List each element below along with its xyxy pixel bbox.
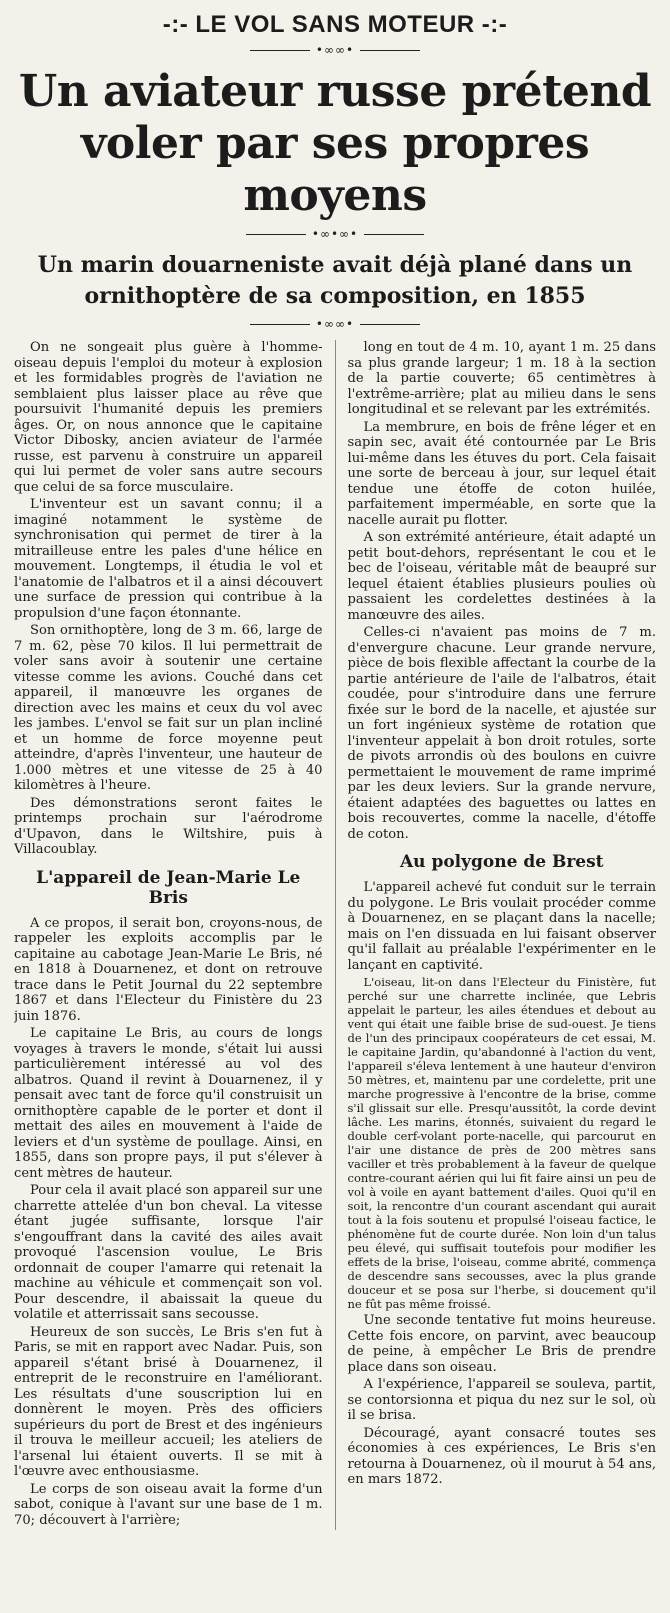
section-heading: L'appareil de Jean-Marie Le Bris: [36, 867, 301, 908]
article-paragraph: A ce propos, il serait bon, croyons-nous, de rappeler les exploits accomplis par le capitaine au cabotage Jean-Marie Le Bris, né en 1818 à Douarnenez, et dont on retrouve trace dans le Petit Journal du 22 septembre 1867 et dans l'Electeur du Finistère du 23 juin 1876.: [14, 915, 323, 1024]
section-heading: Au polygone de Brest: [399, 852, 604, 872]
article-paragraph: La membrure, en bois de frêne léger et en sapin sec, avait été contournée par Le Bris lui-même dans les étuves du port. Cela faisait une sorte de berceau à jour, sur lequel était tendue une étoffe de coton huilée, parfaitement imperméable, en sorte que la nacelle aurait pu flotter.: [347, 419, 657, 528]
ornament-divider: •∞∞•: [14, 316, 656, 332]
article-paragraph: A son extrémité antérieure, était adapté un petit bout-dehors, représentant le cou et le bec de l'oiseau, véritable mât de beaupré sur lequel étaient établies plusieurs poulies où passaient les cordelettes destinées à la manœuvre des ailes.: [347, 530, 657, 623]
section-kicker: -:- LE VOL SANS MOTEUR -:-: [162, 11, 508, 38]
article-paragraph: Découragé, ayant consacré toutes ses économies à ces expériences, Le Bris s'en retourna à Douarnenez, où il mourut à 54 ans, en mars 1872.: [347, 1425, 657, 1487]
article-paragraph: L'inventeur est un savant connu; il a imaginé notamment le système de synchronisation qui permet de tirer à la mitrailleuse entre les pales d'une hélice en mouvement. Longtemps, il étudia le vol et l'anatomie de l'albatros et il a ainsi découvert une surface de pression qui contribue à la propulsion d'une façon étonnante.: [14, 497, 323, 621]
article-paragraph: Pour cela il avait placé son appareil sur une charrette attelée d'un bon cheval. La vitesse étant jugée suffisante, lorsque l'air s'engouffrant dans la cavité des ailes avait provoqué l'ascension voulue, Le Bris ordonnait de couper l'amarre qui retenait la machine au véhicule et commençait son vol. Pour descendre, il abaissait la queue du volatile et atterrissait sans secousse.: [14, 1183, 323, 1322]
article-paragraph: long en tout de 4 m. 10, ayant 1 m. 25 dans sa plus grande largeur; 1 m. 18 à la section de la partie couverte; 65 centimètres à l'extrême-arrière; plat au milieu dans le sens longitudinal et se relevant par les extrémités.: [347, 340, 657, 417]
article-columns: [14, 340, 656, 1530]
article-paragraph: Des démonstrations seront faites le printemps prochain sur l'aérodrome d'Upavon, dans le Wiltshire, puis à Villacoublay.: [14, 795, 323, 857]
article-column-right: [348, 340, 657, 1530]
article-paragraph: Heureux de son succès, Le Bris s'en fut à Paris, se mit en rapport avec Nadar. Puis, son appareil s'étant brisé à Douarnenez, il entreprit de le reconstruire en l'améliorant. Les résultats d'une souscription lui en donnèrent le moyen. Près des officiers supérieurs du port de Brest et des ingénieurs il trouva le meilleur accueil; les ateliers de l'arsenal lui étaient ouverts. Il se mit à l'œuvre avec enthousiasme.: [14, 1324, 323, 1479]
article-paragraph: Celles-ci n'avaient pas moins de 7 m. d'envergure chacune. Leur grande nervure, pièce de bois flexible affectant la courbe de la partie antérieure de l'aile de l'albatros, était coudée, pour s'introduire dans une ferrure fixée sur le bord de la nacelle, et ajustée sur un fort ingénieux système de rotation que l'inventeur appelait à bon droit rotules, sorte de pivots arrondis où des boulons en cuivre permettaient le mouvement de rame imprimé par les deux leviers. Sur la grande nervure, étaient adaptées des baguettes ou lattes en bois recouvertes, comme la nacelle, d'étoffe de coton.: [347, 625, 657, 842]
article-paragraph: L'oiseau, lit-on dans l'Electeur du Finistère, fut perché sur une charrette inclinée, que Lebris appelait le parteur, les ailes étendues et debout au vent qui était une faible brise de sud-ouest. Je tiens de l'un des principaux coopérateurs de cet essai, M. le capitaine Jardin, qu'abandonné à l'action du vent, l'appareil s'éleva lentement à une hauteur d'environ 50 mètres, et, maintenu par une cordelette, prit une marche progressive à l'encontre de la brise, comme s'il glissait sur elle. Presqu'aussitôt, la corde devint lâche. Les marins, étonnés, suivaient du regard le double cerf-volant porte-nacelle, qui parcourut en l'air une distance de près de 200 mètres sans vaciller et très probablement à la faveur de quelque contre-courant aérien qui lui fit faire ainsi un peu de vol à voile en ayant battement d'ailes. Quoi qu'il en soit, la rencontre d'un courant ascendant qui aurait tout à la fois soutenu et propulsé l'oiseau factice, le phénomène fut de courte durée. Non loin d'un talus peu élevé, qui suffisait toutefois pour modifier les effets de la brise, l'oiseau, comme abrité, commença de descendre sans secousses, avec la plus grande douceur et se posa sur l'herbe, si doucement qu'il ne fût pas même froissé.: [347, 975, 657, 1311]
column-rule: [335, 340, 336, 1530]
article-paragraph: L'appareil achevé fut conduit sur le terrain du polygone. Le Bris voulait procéder comme à Douarnenez, en se plaçant dans la nacelle; mais on l'en dissuada en lui faisant observer qu'il fallait au préalable l'expérimenter en le lançant en captivité.: [347, 880, 657, 973]
article-paragraph: A l'expérience, l'appareil se souleva, partit, se contorsionna et piqua du nez sur le sol, où il se brisa.: [347, 1377, 657, 1423]
headline: Un aviateur russe prétend voler par ses propres moyens: [18, 66, 652, 221]
article-paragraph: Une seconde tentative fut moins heureuse. Cette fois encore, on parvint, avec beaucoup de peine, à empêcher Le Bris de prendre place dans son oiseau.: [347, 1313, 657, 1375]
article-column-left: [14, 340, 323, 1530]
subheadline: Un marin douarneniste avait déjà plané dans un ornithoptère de sa composition, en 1855: [37, 252, 633, 309]
article-paragraph: Son ornithoptère, long de 3 m. 66, large de 7 m. 62, pèse 70 kilos. Il lui permettrait de voler sans avoir à soutenir une certaine vitesse comme les avions. Couché dans cet appareil, il manœuvre les organes de direction avec les mains et ceux du vol avec les jambes. L'envol se fait sur un plan incliné et un homme de force moyenne peut atteindre, d'après l'inventeur, une hauteur de 1.000 mètres et une vitesse de 25 à 40 kilomètres à l'heure.: [14, 623, 323, 793]
ornament-divider: •∞•∞•: [14, 226, 656, 242]
article-paragraph: Le capitaine Le Bris, au cours de longs voyages à travers le monde, s'était lui aussi particulièrement intéressé au vol des albatros. Quand il revint à Douarnenez, il y pensait avec tant de force qu'il construisit un ornithoptère capable de le porter et dont il mettait des ailes en mouvement à l'aide de leviers et d'un système de poullage. Ainsi, en 1855, dans son propre pays, il put s'élever à cent mètres de hauteur.: [14, 1026, 323, 1181]
ornament-divider: •∞∞•: [14, 42, 656, 58]
article-paragraph: Le corps de son oiseau avait la forme d'un sabot, conique à l'avant sur une base de 1 m. 70; découvert à l'arrière;: [14, 1481, 323, 1528]
article-paragraph: On ne songeait plus guère à l'homme-oiseau depuis l'emploi du moteur à explosion et les formidables progrès de l'aviation ne semblaient plus laisser place au rêve que poursuivit l'humanité depuis les premiers âges. Or, on nous annonce que le capitaine Victor Dibosky, ancien aviateur de l'armée russe, est parvenu à construire un appareil qui lui permet de voler sans autre secours que celui de sa force musculaire.: [14, 340, 323, 495]
